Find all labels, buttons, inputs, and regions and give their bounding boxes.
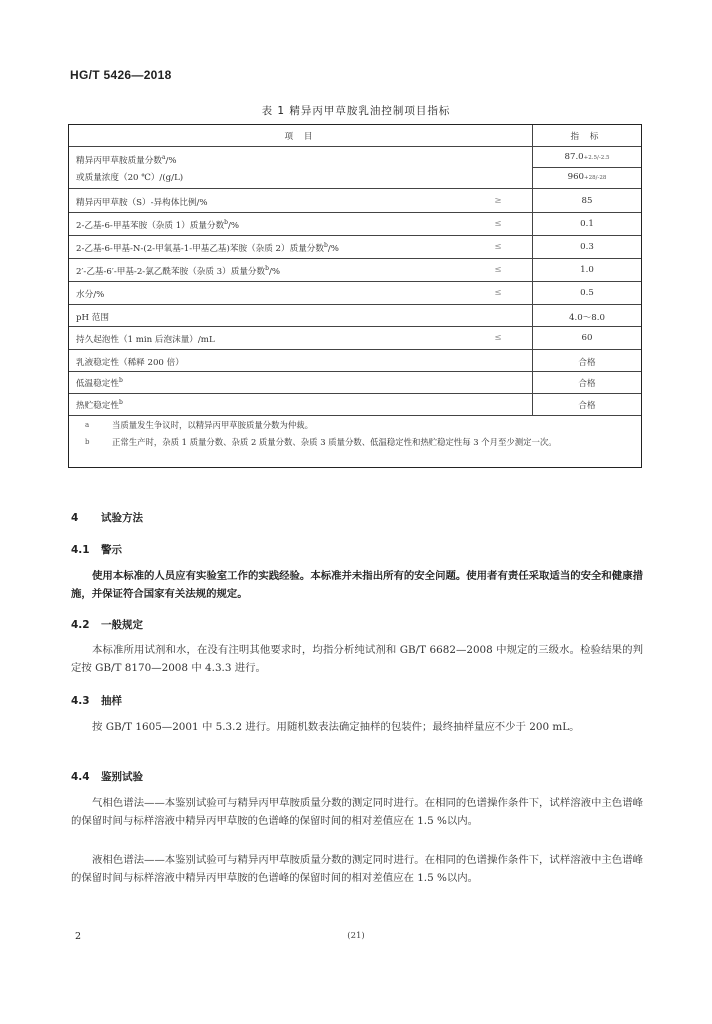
table-row-op: ≤ bbox=[494, 288, 502, 298]
table-row-op: ≤ bbox=[494, 242, 502, 252]
table-row-value: 85 bbox=[581, 196, 593, 206]
table-row-value: 合格 bbox=[578, 358, 596, 368]
note-text: 正常生产时，杂质 1 质量分数、杂质 2 质量分数、杂质 3 质量分数、低温稳定性和热贮稳定性每 3 个月至少测定一次。 bbox=[112, 437, 557, 447]
table-row-op: ≤ bbox=[494, 265, 502, 275]
note-mark: a bbox=[85, 421, 90, 429]
page-number: 2 bbox=[75, 931, 82, 942]
table-row-name: 持久起泡性（1 min 后泡沫量）/mL bbox=[76, 335, 215, 345]
table-row-op: ≥ bbox=[494, 196, 502, 206]
table-row-name: 2-乙基-6-甲基苯胺（杂质 1）质量分数$^b$/% bbox=[76, 219, 240, 231]
table-caption: 表 1 精异丙甲草胺乳油控制项目指标 bbox=[261, 105, 451, 117]
paragraph: 气相色谱法——本鉴别试验可与精异丙甲草胺质量分数的测定同时进行。在相同的色谱操作条件下，试样溶液中主色谱峰的保留时间与标样溶液中精异丙甲草胺的色谱峰的保留时间的相对差值应在 1.5 %以内。 bbox=[71, 797, 643, 827]
header-item: 项 目 bbox=[284, 132, 317, 142]
table-row-value: 60 bbox=[581, 333, 593, 343]
note-text: 当质量发生争议时，以精异丙甲草胺质量分数为仲裁。 bbox=[112, 420, 313, 430]
paragraph: 使用本标准的人员应有实验室工作的实践经验。本标准并未指出所有的安全问题。使用者有责任采取适当的安全和健康措施，并保证符合国家有关法规的规定。 bbox=[71, 570, 643, 600]
section-heading: 4.2 一般规定 bbox=[71, 619, 143, 631]
table-row-name: 热贮稳定性$^b$ bbox=[76, 399, 123, 411]
paragraph: 液相色谱法——本鉴别试验可与精异丙甲草胺质量分数的测定同时进行。在相同的色谱操作条件下，试样溶液中主色谱峰的保留时间与标样溶液中精异丙甲草胺的色谱峰的保留时间的相对差值应在 1.5 %以内。 bbox=[71, 854, 643, 884]
section-heading: 4 试验方法 bbox=[71, 512, 143, 524]
table-row-op: ≤ bbox=[494, 333, 502, 343]
specification-table bbox=[68, 124, 642, 468]
paragraph: 本标准所用试剂和水，在没有注明其他要求时，均指分析纯试剂和 GB/T 6682—2008 中规定的三级水。检验结果的判定按 GB/T 8170—2008 中 4.3.3 进行。 bbox=[71, 644, 643, 674]
section-heading: 4.3 抽样 bbox=[71, 695, 122, 707]
table-row-value: 4.0～8.0 bbox=[569, 313, 605, 323]
note-mark: b bbox=[85, 438, 90, 446]
table-row-name: 2′-乙基-6′-甲基-2-氯乙酰苯胺（杂质 3）质量分数$^b$/% bbox=[76, 265, 281, 277]
section-heading: 4.1 警示 bbox=[71, 544, 122, 556]
table-row-value: 0.5 bbox=[580, 288, 594, 298]
table-row-op: ≤ bbox=[494, 219, 502, 229]
table-row-name: 乳液稳定性（稀释 200 倍） bbox=[76, 358, 184, 368]
center-page-number: (21) bbox=[347, 931, 365, 941]
table-row-value: 87.0+2.5/-2.5 bbox=[564, 152, 610, 162]
header-value: 指 标 bbox=[570, 132, 603, 142]
table-row-name: 水分/% bbox=[76, 290, 105, 300]
standard-number: HG/T 5426—2018 bbox=[70, 68, 172, 82]
table-row-value: 960+28/-28 bbox=[567, 172, 607, 182]
table-row-name: 或质量浓度（20 ℃）/(g/L) bbox=[76, 173, 184, 183]
table-row-name: 精异丙甲草胺质量分数$^a$/% bbox=[76, 154, 177, 166]
table-row-name: 精异丙甲草胺（S）-异构体比例/% bbox=[76, 198, 208, 208]
table-row-name: pH 范围 bbox=[76, 313, 109, 323]
table-row-value: 0.1 bbox=[580, 219, 594, 229]
table-row-value: 合格 bbox=[578, 401, 596, 411]
table-row-value: 合格 bbox=[578, 379, 596, 389]
table-row-value: 0.3 bbox=[580, 242, 594, 252]
section-heading: 4.4 鉴别试验 bbox=[71, 771, 143, 783]
table-row-value: 1.0 bbox=[580, 265, 594, 275]
table-row-name: 2-乙基-6-甲基-N-(2-甲氧基-1-甲基乙基)苯胺（杂质 2）质量分数$^b$/% bbox=[76, 242, 339, 254]
table-row-name: 低温稳定性$^b$ bbox=[76, 377, 123, 389]
paragraph: 按 GB/T 1605—2001 中 5.3.2 进行。用随机数表法确定抽样的包装件；最终抽样量应不少于 200 mL。 bbox=[92, 721, 580, 733]
